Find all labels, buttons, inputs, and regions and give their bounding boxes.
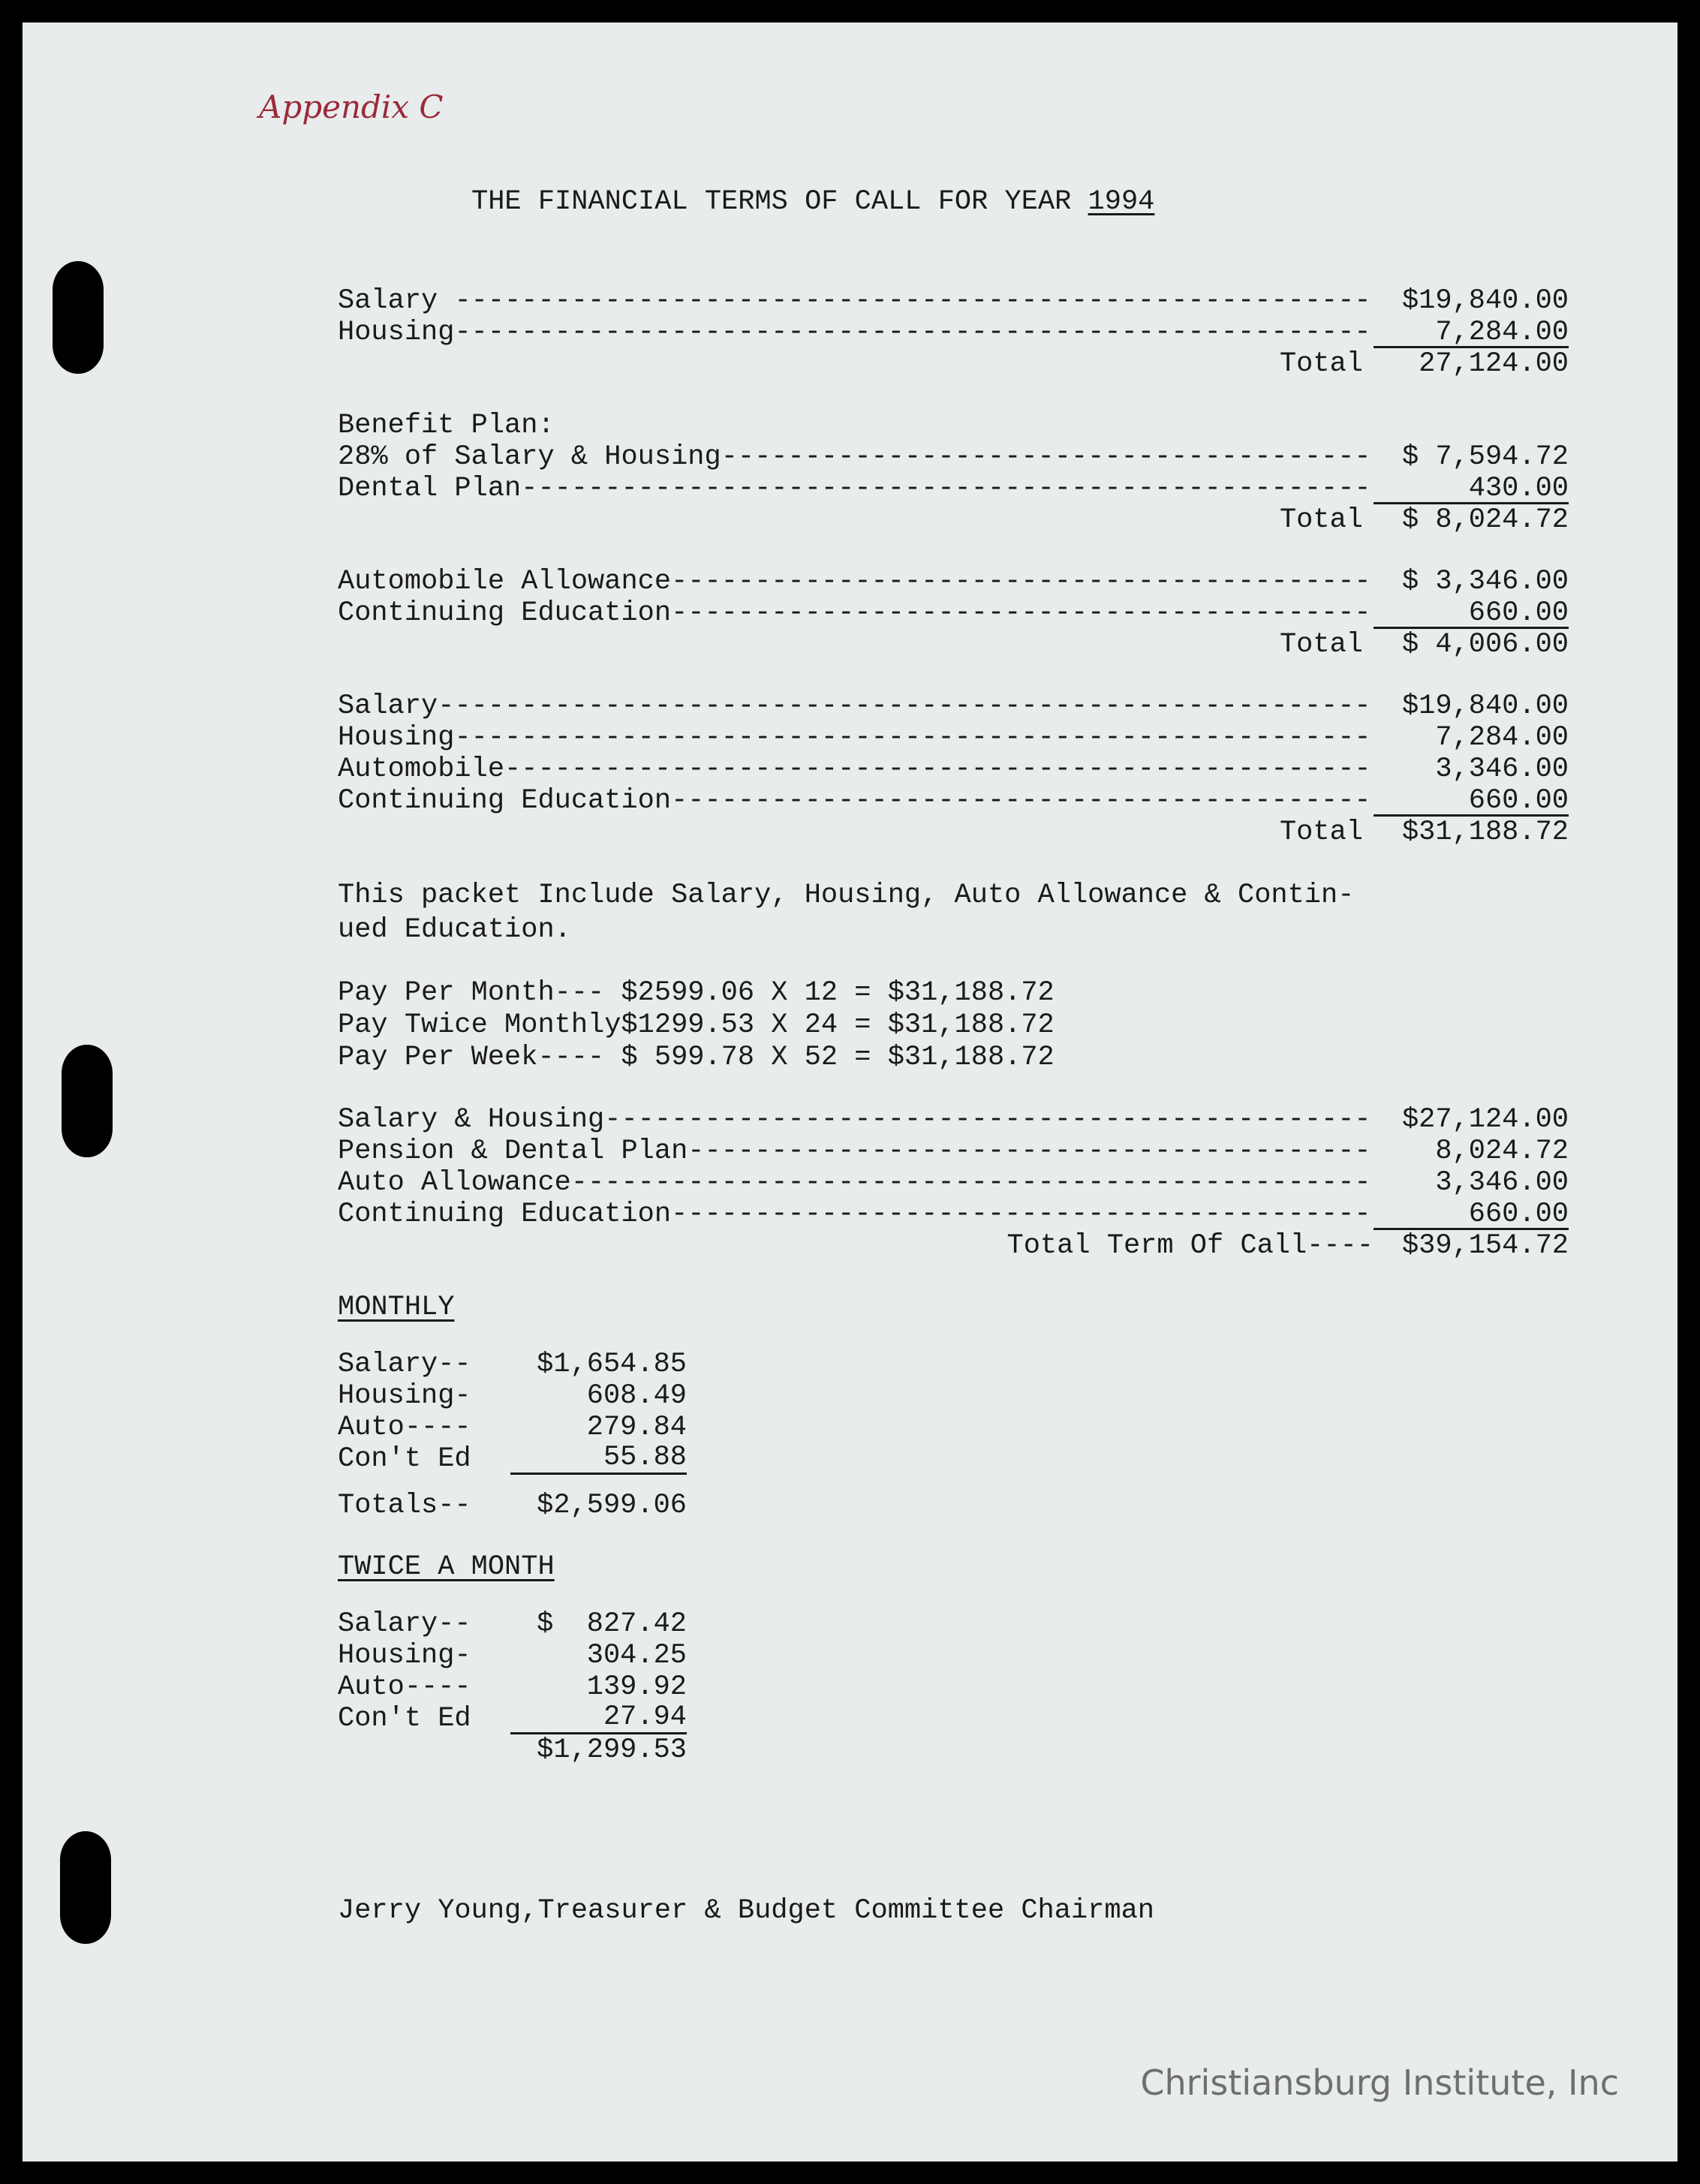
- total-amount: $1,299.53: [537, 1734, 687, 1766]
- package-auto-line: [338, 754, 1569, 785]
- line-amount: 3,346.00: [1435, 754, 1569, 785]
- line-amount: 430.00: [1374, 475, 1569, 504]
- package-education-line: [338, 785, 1569, 817]
- line-label: Salary: [338, 690, 438, 722]
- row-amount: $1,654.85: [537, 1349, 687, 1380]
- line-label: Pension & Dental Plan: [338, 1136, 688, 1167]
- term-salary-housing-line: [338, 1104, 1569, 1136]
- row-amount: $ 827.42: [537, 1608, 687, 1640]
- title-year: 1994: [1088, 186, 1155, 218]
- total-amount: $2,599.06: [537, 1490, 687, 1521]
- line-label: Salary & Housing: [338, 1104, 605, 1136]
- handwritten-annotation: Appendix C: [259, 89, 444, 125]
- monthly-table: [338, 1349, 1569, 1475]
- total-label: Total: [1279, 504, 1363, 536]
- leader-dashes: [671, 597, 1374, 629]
- auto-allowance-line: [338, 566, 1569, 597]
- row-label: Con't Ed: [338, 1703, 471, 1734]
- line-amount: $27,124.00: [1401, 1104, 1569, 1136]
- dental-line: [338, 473, 1569, 504]
- row-amount: 608.49: [586, 1380, 687, 1412]
- total-label: Total: [1279, 629, 1363, 660]
- row-label: Auto----: [338, 1671, 471, 1703]
- line-amount: 660.00: [1374, 1201, 1569, 1230]
- line-amount: 7,284.00: [1374, 319, 1569, 348]
- row-label: Housing-: [338, 1640, 471, 1671]
- page-title: [471, 186, 1154, 218]
- binder-hole-top: [53, 261, 104, 374]
- line-amount: 7,284.00: [1435, 722, 1569, 754]
- line-amount: 8,024.72: [1435, 1136, 1569, 1167]
- monthly-heading: MONTHLY: [338, 1292, 455, 1323]
- leader-dashes: [571, 1167, 1374, 1199]
- line-amount: $19,840.00: [1401, 690, 1569, 722]
- line-label: Continuing Education: [338, 1199, 672, 1230]
- line-amount: 660.00: [1374, 787, 1569, 817]
- pay-weekly: Pay Per Week---- $ 599.78 X 52 = $31,188.72: [338, 1042, 1055, 1073]
- total-label: Total: [1279, 817, 1363, 848]
- twice-month-table: [338, 1608, 1569, 1766]
- leader-dashes: [671, 566, 1374, 597]
- total-label: Totals--: [338, 1490, 471, 1521]
- leader-dashes: [604, 1104, 1374, 1136]
- education-line: [338, 597, 1569, 629]
- housing-line: [338, 317, 1569, 348]
- leader-dashes: [721, 441, 1374, 473]
- leader-dashes: [688, 1136, 1374, 1167]
- row-label: Salary--: [338, 1349, 471, 1380]
- title-prefix: THE FINANCIAL TERMS OF CALL FOR YEAR: [471, 186, 1088, 218]
- line-amount: $ 3,346.00: [1401, 566, 1569, 597]
- archive-watermark: Christiansburg Institute, Inc: [1140, 2062, 1619, 2103]
- salary-housing-total: [338, 348, 1569, 380]
- leader-dashes: [454, 285, 1374, 317]
- total-label: Total: [1279, 348, 1363, 380]
- binder-hole-bottom: [60, 1831, 111, 1944]
- benefit-total: [338, 504, 1569, 536]
- leader-dashes: [521, 473, 1374, 504]
- total-amount: $31,188.72: [1401, 817, 1569, 848]
- line-label: Automobile Allowance: [338, 566, 672, 597]
- term-total: [338, 1230, 1569, 1262]
- line-label: Salary: [338, 285, 455, 317]
- total-amount: $ 8,024.72: [1401, 504, 1569, 536]
- leader-dashes: [671, 785, 1374, 817]
- term-education-line: [338, 1199, 1569, 1230]
- line-label: 28% of Salary & Housing: [338, 441, 721, 473]
- pay-monthly: Pay Per Month--- $2599.06 X 12 = $31,188.72: [338, 977, 1055, 1009]
- line-label: Housing: [338, 317, 455, 348]
- package-housing-line: [338, 722, 1569, 754]
- line-label: Continuing Education: [338, 597, 672, 629]
- row-amount: 279.84: [586, 1412, 687, 1443]
- row-label: Con't Ed: [338, 1443, 471, 1475]
- leader-dashes: [671, 1199, 1374, 1230]
- salary-line: [338, 285, 1569, 317]
- benefit-heading: [338, 410, 1569, 441]
- term-auto-line: [338, 1167, 1569, 1199]
- total-label: Total Term Of Call----: [1006, 1230, 1374, 1262]
- line-amount: 660.00: [1374, 600, 1569, 629]
- twice-month-heading: TWICE A MONTH: [338, 1551, 555, 1583]
- row-amount: 27.94: [510, 1703, 687, 1734]
- packet-note: This packet Include Salary, Housing, Auto Allowance & Contin- ued Education.: [338, 880, 1355, 946]
- line-label: Housing: [338, 722, 455, 754]
- benefit-pct-line: [338, 441, 1569, 473]
- line-amount: $19,840.00: [1401, 285, 1569, 317]
- row-label: Salary--: [338, 1608, 471, 1640]
- document-page: [23, 23, 1677, 2161]
- row-amount: 304.25: [586, 1640, 687, 1671]
- line-label: Auto Allowance: [338, 1167, 571, 1199]
- line-label: Continuing Education: [338, 785, 672, 817]
- leader-dashes: [504, 754, 1374, 785]
- signature-line: Jerry Young,Treasurer & Budget Committee Chairman: [338, 1895, 1154, 1927]
- monthly-total: [338, 1490, 1569, 1521]
- leader-dashes: [438, 690, 1374, 722]
- row-label: Housing-: [338, 1380, 471, 1412]
- total-amount: 27,124.00: [1419, 348, 1569, 380]
- line-amount: 3,346.00: [1435, 1167, 1569, 1199]
- total-amount: $39,154.72: [1401, 1230, 1569, 1262]
- package-salary-line: [338, 690, 1569, 722]
- pay-twice-monthly: Pay Twice Monthly$1299.53 X 24 = $31,188.72: [338, 1009, 1055, 1041]
- terms-body: [338, 285, 1569, 1766]
- auto-edu-total: [338, 629, 1569, 660]
- leader-dashes: [454, 722, 1374, 754]
- term-pension-dental-line: [338, 1136, 1569, 1167]
- row-amount: 55.88: [510, 1443, 687, 1475]
- line-amount: $ 7,594.72: [1401, 441, 1569, 473]
- binder-hole-middle: [62, 1045, 113, 1157]
- row-label: Auto----: [338, 1412, 471, 1443]
- row-amount: 139.92: [586, 1671, 687, 1703]
- package-total: [338, 817, 1569, 848]
- line-label: Automobile: [338, 754, 505, 785]
- total-amount: $ 4,006.00: [1401, 629, 1569, 660]
- line-label: Dental Plan: [338, 473, 522, 504]
- section-heading: Benefit Plan:: [338, 410, 555, 441]
- leader-dashes: [454, 317, 1374, 348]
